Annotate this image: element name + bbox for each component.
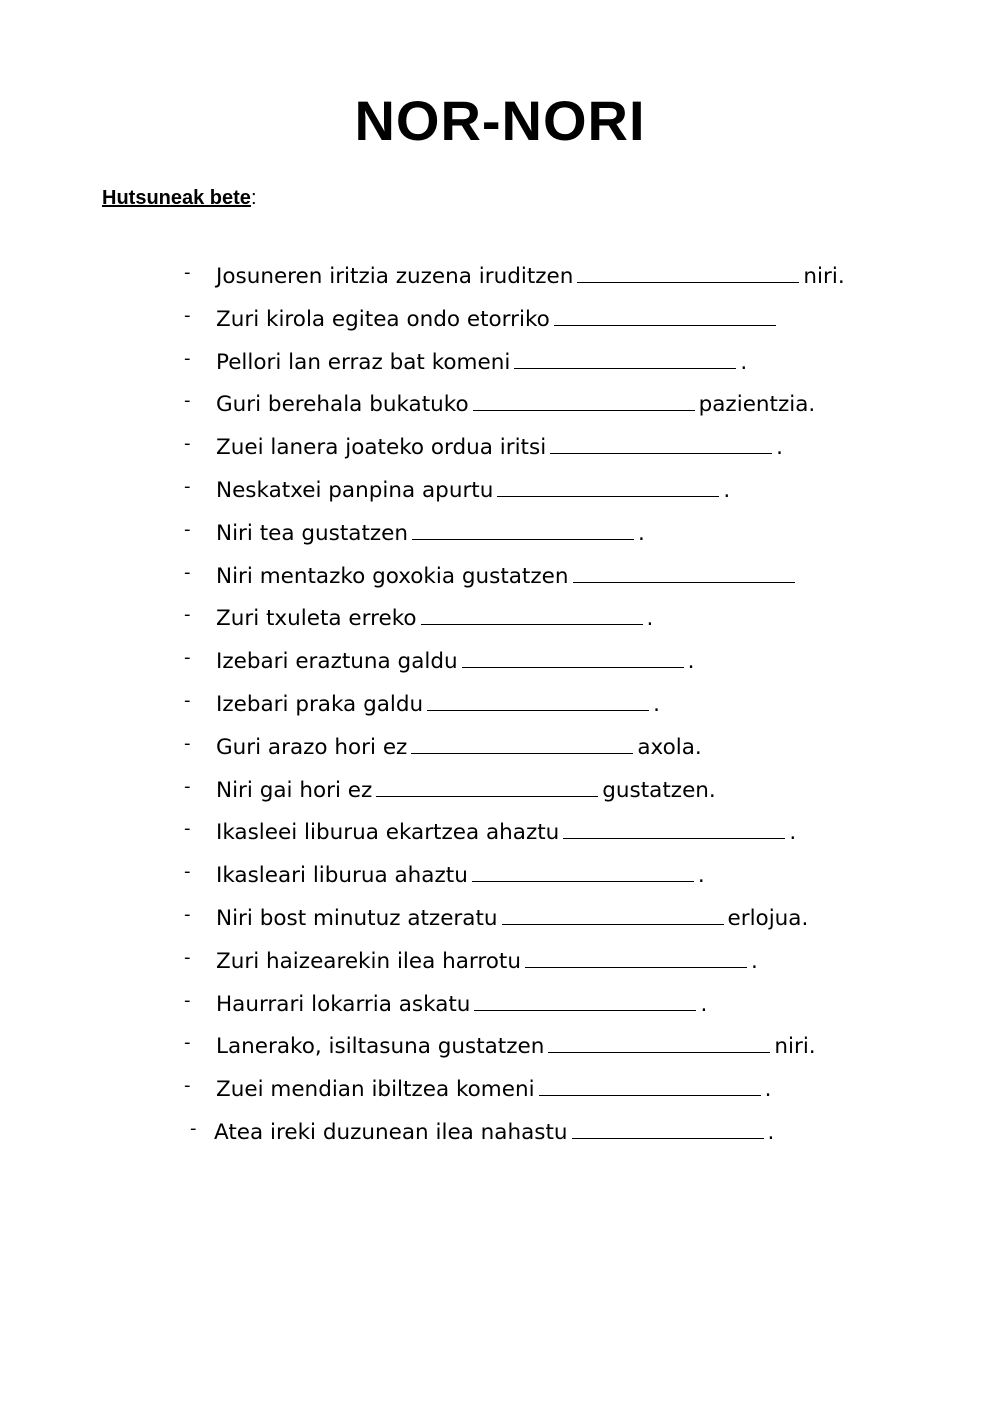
answer-blank[interactable] — [376, 770, 598, 797]
sentence-end: . — [750, 948, 758, 974]
bullet-dash: - — [184, 262, 191, 283]
sentence-start: Zuri haizearekin ilea harrotu — [216, 948, 521, 974]
exercise-item — [0, 299, 1000, 342]
answer-blank[interactable] — [411, 727, 633, 754]
sentence-start: Ikasleei liburua ekartzea ahaztu — [216, 820, 560, 846]
exercise-item — [0, 898, 1000, 941]
answer-blank[interactable] — [412, 513, 634, 540]
answer-blank[interactable] — [472, 855, 694, 882]
exercise-item — [0, 1026, 1000, 1069]
exercise-item — [0, 556, 1000, 599]
sentence-start: Izebari praka galdu — [216, 691, 424, 717]
sentence-end: . — [646, 606, 654, 632]
exercise-item — [0, 812, 1000, 855]
exercise-item — [0, 684, 1000, 727]
answer-blank[interactable] — [539, 1069, 761, 1096]
exercise-item — [0, 513, 1000, 556]
sentence-start: Niri bost minutuz atzeratu — [216, 905, 498, 931]
answer-blank[interactable] — [474, 984, 696, 1011]
bullet-dash: - — [184, 561, 191, 583]
bullet-dash: - — [184, 861, 191, 883]
sentence-end: . — [700, 991, 708, 1017]
sentence-start: Niri mentazko goxokia gustatzen — [216, 563, 569, 589]
answer-blank[interactable] — [514, 342, 736, 369]
sentence-start: Pellori lan erraz bat komeni — [216, 349, 511, 375]
answer-blank[interactable] — [577, 256, 799, 283]
bullet-dash: - — [184, 647, 191, 669]
exercise-item — [0, 427, 1000, 470]
answer-blank[interactable] — [502, 898, 724, 925]
sentence-end: . — [687, 649, 695, 675]
exercise-item — [0, 941, 1000, 984]
sentence-end: . — [740, 349, 748, 375]
bullet-dash: - — [184, 903, 191, 925]
bullet-dash: - — [184, 775, 191, 797]
sentence-start: Guri arazo hori ez — [216, 734, 408, 760]
sentence-end: axola. — [637, 734, 702, 760]
answer-blank[interactable] — [554, 299, 776, 326]
bullet-dash: - — [184, 518, 191, 540]
sentence-start: Izebari eraztuna galdu — [216, 649, 458, 675]
bullet-dash: - — [190, 1117, 197, 1139]
exercise-item — [0, 984, 1000, 1027]
exercise-item — [0, 342, 1000, 385]
answer-blank[interactable] — [550, 427, 772, 454]
answer-blank[interactable] — [473, 384, 695, 411]
exercise-item — [0, 727, 1000, 770]
sentence-end: gustatzen. — [602, 777, 716, 803]
sentence-end: . — [653, 691, 660, 717]
answer-blank[interactable] — [497, 470, 719, 497]
sentence-start: Zuei lanera joateko ordua iritsi — [216, 435, 547, 461]
sentence-start: Ikasleari liburua ahaztu — [216, 863, 468, 889]
sentence-start: Niri tea gustatzen — [216, 520, 409, 546]
exercise-item — [0, 384, 1000, 427]
answer-blank[interactable] — [548, 1026, 770, 1053]
sentence-start: Zuri kirola egitea ondo etorriko — [216, 306, 550, 332]
answer-blank[interactable] — [572, 1112, 764, 1139]
exercise-item — [0, 1069, 1000, 1112]
bullet-dash: - — [184, 390, 191, 412]
sentence-end: . — [776, 435, 784, 461]
sentence-start: Niri gai hori ez — [216, 777, 373, 803]
sentence-end: . — [723, 477, 731, 503]
bullet-dash: - — [184, 946, 191, 968]
bullet-dash: - — [184, 1032, 191, 1054]
sentence-start: Haurrari lokarria askatu — [216, 991, 471, 1017]
sentence-start: Atea ireki duzunean ilea nahastu — [214, 1119, 568, 1145]
instruction — [102, 186, 257, 210]
sentence-start: Zuri txuleta erreko — [216, 606, 417, 632]
bullet-dash: - — [184, 732, 191, 754]
exercise-item — [0, 1112, 1000, 1155]
bullet-dash: - — [184, 689, 191, 711]
answer-blank[interactable] — [573, 556, 795, 583]
answer-blank[interactable] — [462, 641, 684, 668]
sentence-end: niri. — [803, 264, 845, 289]
exercise-item — [0, 598, 1000, 641]
answer-blank[interactable] — [421, 598, 643, 625]
exercise-item — [0, 470, 1000, 513]
bullet-dash: - — [184, 1075, 191, 1097]
instruction-colon: : — [250, 187, 257, 209]
answer-blank[interactable] — [525, 941, 747, 968]
sentence-start: Lanerako, isiltasuna gustatzen — [216, 1034, 545, 1060]
bullet-dash: - — [184, 304, 191, 326]
sentence-end: . — [638, 520, 645, 546]
sentence-start: Zuei mendian ibiltzea komeni — [216, 1077, 535, 1103]
exercise-item — [0, 855, 1000, 898]
sentence-end: . — [697, 863, 705, 889]
page-title: NOR-NORI — [354, 89, 646, 152]
exercise-item — [0, 256, 1000, 299]
sentence-end: niri. — [774, 1034, 816, 1060]
exercise-item — [0, 770, 1000, 813]
answer-blank[interactable] — [563, 812, 785, 839]
exercise-item — [0, 641, 1000, 684]
sentence-end: . — [764, 1077, 772, 1103]
bullet-dash: - — [184, 818, 191, 840]
sentence-end: pazientzia. — [698, 392, 816, 418]
exercise-list — [0, 256, 1000, 1155]
bullet-dash: - — [184, 989, 191, 1011]
bullet-dash: - — [184, 347, 191, 369]
sentence-end: erlojua. — [727, 905, 809, 931]
answer-blank[interactable] — [427, 684, 649, 711]
bullet-dash: - — [184, 475, 191, 497]
sentence-end: . — [789, 820, 797, 846]
sentence-start: Josuneren iritzia zuzena iruditzen — [216, 264, 574, 289]
bullet-dash: - — [184, 604, 191, 626]
sentence-end: . — [767, 1119, 775, 1145]
instruction-label: Hutsuneak bete — [102, 187, 251, 209]
sentence-start: Neskatxei panpina apurtu — [216, 477, 494, 503]
bullet-dash: - — [184, 433, 191, 455]
sentence-start: Guri berehala bukatuko — [216, 392, 469, 418]
